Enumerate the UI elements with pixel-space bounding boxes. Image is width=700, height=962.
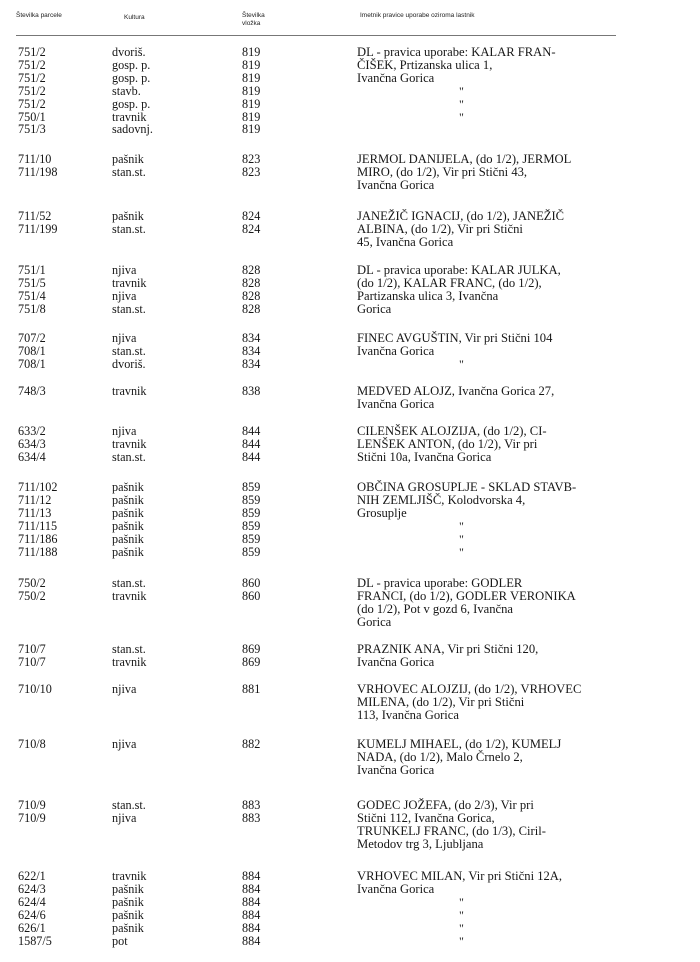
parcel-number: 711/10 (18, 152, 52, 166)
deed-number: 869 (242, 654, 261, 669)
deed-number: 859 (242, 480, 261, 494)
parcel-number: 751/2 (18, 83, 46, 98)
deed-number: 819 (242, 45, 261, 59)
deed-number: 884 (242, 920, 261, 935)
parcel-number: 751/5 (18, 275, 46, 290)
deed-number: 828 (242, 263, 261, 277)
land-use: travnik (112, 654, 147, 669)
deed-number: 819 (242, 96, 261, 111)
parcel-number: 751/4 (18, 288, 46, 303)
parcel-number: 710/7 (18, 654, 46, 669)
parcel-number: 710/9 (18, 798, 46, 812)
land-use: gosp. p. (112, 70, 151, 85)
owner-text: JERMOL DANIJELA, (do 1/2), JERMOL MIRO, (do 1/2), Vir pri Stični 43, Ivančna Gorica (357, 152, 572, 193)
land-use: stan.st. (112, 798, 146, 812)
owner-text: JANEŽIČ IGNACIJ, (do 1/2), JANEŽIČ ALBINA, (do 1/2), Vir pri Stični 45, Ivančna Gorica (357, 209, 565, 250)
land-use: stan.st. (112, 343, 146, 358)
deed-number: 823 (242, 152, 261, 166)
ditto-mark: " (459, 96, 464, 111)
land-use: travnik (112, 275, 147, 290)
land-use: njiva (112, 263, 137, 277)
parcel-number: 711/12 (18, 492, 52, 507)
ditto-mark: " (459, 356, 464, 371)
ditto-mark: " (459, 109, 464, 124)
deed-number: 834 (242, 331, 261, 345)
deed-number: 883 (242, 810, 261, 825)
deed-number: 844 (242, 449, 261, 464)
deed-number: 884 (242, 933, 261, 948)
land-use: pašnik (112, 492, 144, 507)
parcel-number: 750/1 (18, 109, 46, 124)
header-rule (16, 35, 616, 36)
ditto-mark: " (459, 894, 464, 909)
deed-number: 859 (242, 531, 261, 546)
deed-number: 859 (242, 492, 261, 507)
header-kultura: Kultura (124, 14, 145, 21)
parcel-number: 711/186 (18, 531, 58, 546)
owner-text: KUMELJ MIHAEL, (do 1/2), KUMELJ NADA, (do 1/2), Malo Črnelo 2, Ivančna Gorica (357, 737, 562, 778)
land-use: stan.st. (112, 301, 146, 316)
land-use: stan.st. (112, 642, 146, 656)
parcel-number: 751/2 (18, 45, 46, 59)
ditto-mark: " (459, 544, 464, 559)
deed-number: 860 (242, 588, 261, 603)
land-use: dvoriš. (112, 356, 146, 371)
parcel-number: 710/10 (18, 682, 52, 696)
parcel-number: 633/2 (18, 424, 46, 438)
deed-number: 828 (242, 301, 261, 316)
land-use: njiva (112, 682, 137, 696)
parcel-number: 751/2 (18, 70, 46, 85)
land-use: pašnik (112, 518, 144, 533)
parcel-number: 711/52 (18, 209, 52, 223)
owner-text: VRHOVEC MILAN, Vir pri Stični 12A, Ivančna Gorica (357, 869, 563, 897)
deed-number: 823 (242, 164, 261, 179)
land-use: stan.st. (112, 164, 146, 179)
parcel-number: 751/1 (18, 263, 46, 277)
parcel-number: 711/13 (18, 505, 52, 520)
parcel-number: 710/7 (18, 642, 46, 656)
parcel-number: 750/2 (18, 588, 46, 603)
parcel-number: 711/115 (18, 518, 58, 533)
deed-number: 884 (242, 869, 261, 883)
owner-text: DL - pravica uporabe: GODLER FRANCI, (do 1/2), GODLER VERONIKA (do 1/2), Pot v gozd 6, Ivančna Gorica (357, 576, 576, 630)
land-use: pašnik (112, 505, 144, 520)
parcel-number: 708/1 (18, 343, 46, 358)
owner-text: DL - pravica uporabe: KALAR FRAN- ČIŠEK, Prtizanska ulica 1, Ivančna Gorica (357, 45, 556, 86)
parcel-number: 751/3 (18, 122, 46, 137)
land-use: pot (112, 933, 128, 948)
ditto-mark: " (459, 518, 464, 533)
land-use: dvoriš. (112, 45, 146, 59)
deed-number: 882 (242, 737, 261, 751)
land-use: travnik (112, 588, 147, 603)
land-use: njiva (112, 424, 137, 438)
parcel-number: 711/198 (18, 164, 58, 179)
land-use: gosp. p. (112, 96, 151, 111)
owner-text: MEDVED ALOJZ, Ivančna Gorica 27, Ivančna Gorica (357, 384, 555, 412)
deed-number: 884 (242, 894, 261, 909)
land-use: travnik (112, 109, 147, 124)
header-parcela: Številka parcele (16, 12, 62, 19)
land-use: njiva (112, 331, 137, 345)
header-vlozka: Številka vložka (242, 12, 265, 27)
parcel-number: 710/9 (18, 810, 46, 825)
land-use: stan.st. (112, 221, 146, 236)
land-use: pašnik (112, 894, 144, 909)
land-use: njiva (112, 810, 137, 825)
land-use: pašnik (112, 209, 144, 223)
ditto-mark: " (459, 531, 464, 546)
deed-number: 859 (242, 505, 261, 520)
owner-text: CILENŠEK ALOJZIJA, (do 1/2), CI- LENŠEK ANTON, (do 1/2), Vir pri Stični 10a, Ivančna Gorica (357, 424, 547, 465)
deed-number: 860 (242, 576, 261, 590)
parcel-number: 711/102 (18, 480, 58, 494)
deed-number: 884 (242, 907, 261, 922)
land-use: travnik (112, 436, 147, 451)
ditto-mark: " (459, 920, 464, 935)
land-use: pašnik (112, 531, 144, 546)
header-lastnik: Imetnik pravice uporabe oziroma lastnik (360, 12, 475, 19)
parcel-number: 624/3 (18, 881, 46, 896)
deed-number: 819 (242, 122, 261, 137)
land-use: pašnik (112, 480, 144, 494)
land-use: sadovnj. (112, 122, 153, 137)
land-use: travnik (112, 869, 147, 883)
land-use: pašnik (112, 544, 144, 559)
owner-text: FINEC AVGUŠTIN, Vir pri Stični 104 Ivančna Gorica (357, 331, 553, 359)
parcel-number: 624/4 (18, 894, 46, 909)
ditto-mark: " (459, 933, 464, 948)
deed-number: 869 (242, 642, 261, 656)
owner-text: DL - pravica uporabe: KALAR JULKA, (do 1/2), KALAR FRANC, (do 1/2), Partizanska ulica 3, Ivančna Gorica (357, 263, 561, 317)
parcel-number: 1587/5 (18, 933, 52, 948)
land-use: gosp. p. (112, 57, 151, 72)
parcel-number: 708/1 (18, 356, 46, 371)
deed-number: 824 (242, 209, 261, 223)
land-use: njiva (112, 737, 137, 751)
parcel-number: 751/2 (18, 57, 46, 72)
parcel-number: 751/2 (18, 96, 46, 111)
parcel-number: 711/188 (18, 544, 58, 559)
land-use: njiva (112, 288, 137, 303)
land-use: pašnik (112, 920, 144, 935)
ditto-mark: " (459, 907, 464, 922)
deed-number: 859 (242, 518, 261, 533)
parcel-number: 710/8 (18, 737, 46, 751)
land-use: travnik (112, 384, 147, 398)
parcel-number: 634/3 (18, 436, 46, 451)
land-use: pašnik (112, 152, 144, 166)
deed-number: 881 (242, 682, 261, 696)
parcel-number: 707/2 (18, 331, 46, 345)
owner-text: PRAZNIK ANA, Vir pri Stični 120, Ivančna Gorica (357, 642, 539, 670)
deed-number: 824 (242, 221, 261, 236)
deed-number: 819 (242, 70, 261, 85)
parcel-number: 711/199 (18, 221, 58, 236)
ditto-mark: " (459, 83, 464, 98)
land-use: pašnik (112, 907, 144, 922)
owner-text: OBČINA GROSUPLJE - SKLAD STAVB- NIH ZEMLJIŠČ, Kolodvorska 4, Grosuplje (357, 480, 577, 521)
land-use: stan.st. (112, 449, 146, 464)
parcel-number: 626/1 (18, 920, 46, 935)
land-use: stan.st. (112, 576, 146, 590)
parcel-number: 624/6 (18, 907, 46, 922)
deed-number: 819 (242, 109, 261, 124)
deed-number: 819 (242, 57, 261, 72)
land-use: stavb. (112, 83, 141, 98)
deed-number: 844 (242, 424, 261, 438)
parcel-number: 634/4 (18, 449, 46, 464)
land-use: pašnik (112, 881, 144, 896)
deed-number: 838 (242, 384, 261, 398)
owner-text: GODEC JOŽEFA, (do 2/3), Vir pri Stični 112, Ivančna Gorica, TRUNKELJ FRANC, (do 1/3), Ciril- Metodov trg 3, Ljubljana (357, 798, 546, 852)
deed-number: 834 (242, 343, 261, 358)
deed-number: 834 (242, 356, 261, 371)
parcel-number: 622/1 (18, 869, 46, 883)
parcel-number: 748/3 (18, 384, 46, 398)
deed-number: 859 (242, 544, 261, 559)
deed-number: 828 (242, 275, 261, 290)
deed-number: 883 (242, 798, 261, 812)
deed-number: 844 (242, 436, 261, 451)
owner-text: VRHOVEC ALOJZIJ, (do 1/2), VRHOVEC MILENA, (do 1/2), Vir pri Stični 113, Ivančna Gorica (357, 682, 582, 723)
deed-number: 884 (242, 881, 261, 896)
deed-number: 828 (242, 288, 261, 303)
deed-number: 819 (242, 83, 261, 98)
parcel-number: 751/8 (18, 301, 46, 316)
parcel-number: 750/2 (18, 576, 46, 590)
